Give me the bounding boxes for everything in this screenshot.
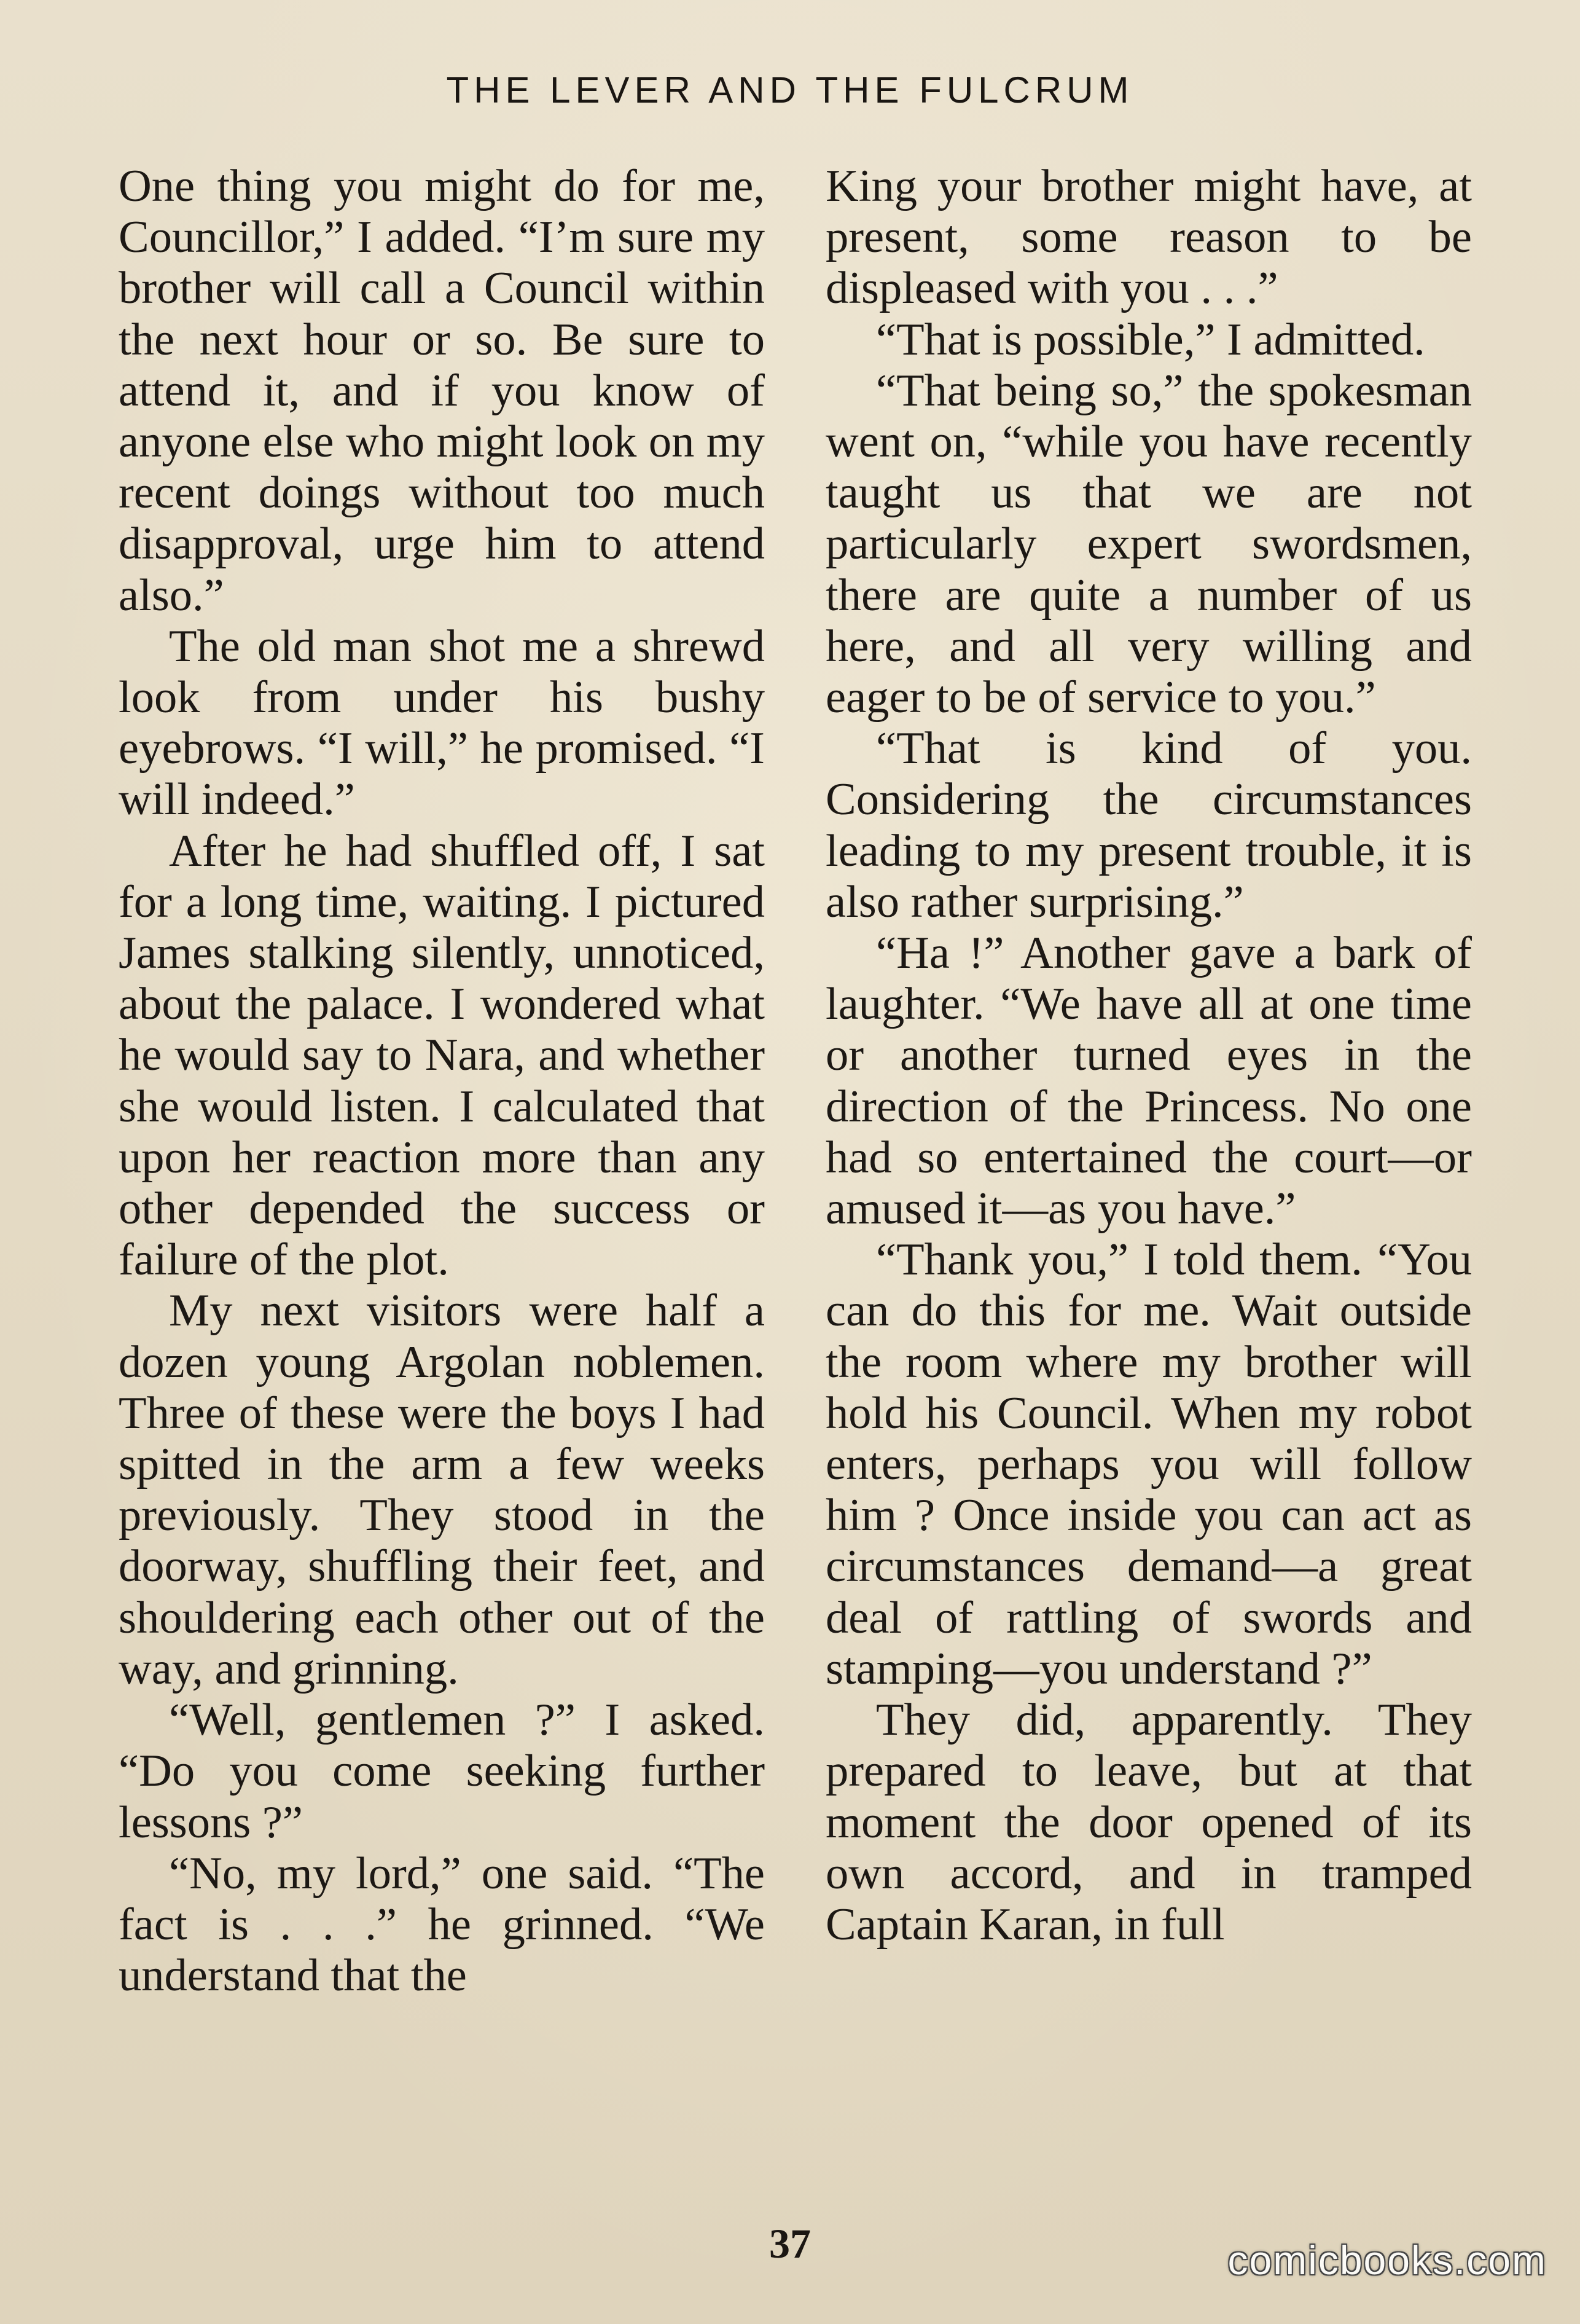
paragraph: “That is kind of you. Considering the circumstances leading to my present trouble, it is also rather surprising.” xyxy=(826,723,1472,927)
paragraph: “No, my lord,” one said. “The fact is . . .” he grinned. “We understand that the xyxy=(119,1848,765,2001)
paragraph: After he had shuffled off, I sat for a long time, waiting. I pictured James stalking silently, unnoticed, about the palace. I wondered what he would say to Nara, and whether she would listen. I calculated that upon her reaction more than any other depended the success or failure of the plot. xyxy=(119,825,765,1286)
paragraph: King your brother might have, at present, some reason to be displeased with you . . .” xyxy=(826,161,1472,314)
paragraph: My next visitors were half a dozen young Argolan noblemen. Three of these were the boys I had spitted in the arm a few weeks previously. They stood in the doorway, shuffling their feet, and shouldering each other out of the way, and grinning. xyxy=(119,1286,765,1694)
right-column xyxy=(826,161,1472,1950)
paragraph: “That is possible,” I admitted. xyxy=(876,314,1425,365)
paragraph: They did, apparently. They prepared to leave, but at that moment the door opened of its own accord, and in tramped Captain Karan, in full xyxy=(826,1695,1472,1950)
paragraph: The old man shot me a shrewd look from under his bushy eyebrows. “I will,” he promised. “I will indeed.” xyxy=(119,621,765,825)
running-head: THE LEVER AND THE FULCRUM xyxy=(446,69,1134,111)
paragraph: “Thank you,” I told them. “You can do this for me. Wait outside the room where my brother will hold his Council. When my robot enters, perhaps you will follow him ? Once inside you can act as circumstances demand—a great deal of rattling of swords and stamping—you understand ?” xyxy=(826,1235,1472,1694)
paragraph: “Ha !” Another gave a bark of laughter. “We have all at one time or another turned eyes in the direction of the Princess. No one had so entertained the court—or amused it—as you have.” xyxy=(826,928,1472,1235)
paragraph: One thing you might do for me, Councillor,” I added. “I’m sure my brother will call a Council within the next hour or so. Be sure to attend it, and if you know of anyone else who might look on my recent doings without too much disapproval, urge him to attend also.” xyxy=(119,161,765,621)
left-column xyxy=(119,161,765,2001)
page-number: 37 xyxy=(769,2220,811,2267)
paragraph: “That being so,” the spokesman went on, “while you have recently taught us that we are not particularly expert swordsmen, there are quite a number of us here, and all very willing and eager to be of service to you.” xyxy=(826,365,1472,723)
paragraph: “Well, gentlemen ?” I asked. “Do you come seeking further lessons ?” xyxy=(119,1695,765,1848)
watermark: comicbooks.com xyxy=(1227,2237,1547,2283)
